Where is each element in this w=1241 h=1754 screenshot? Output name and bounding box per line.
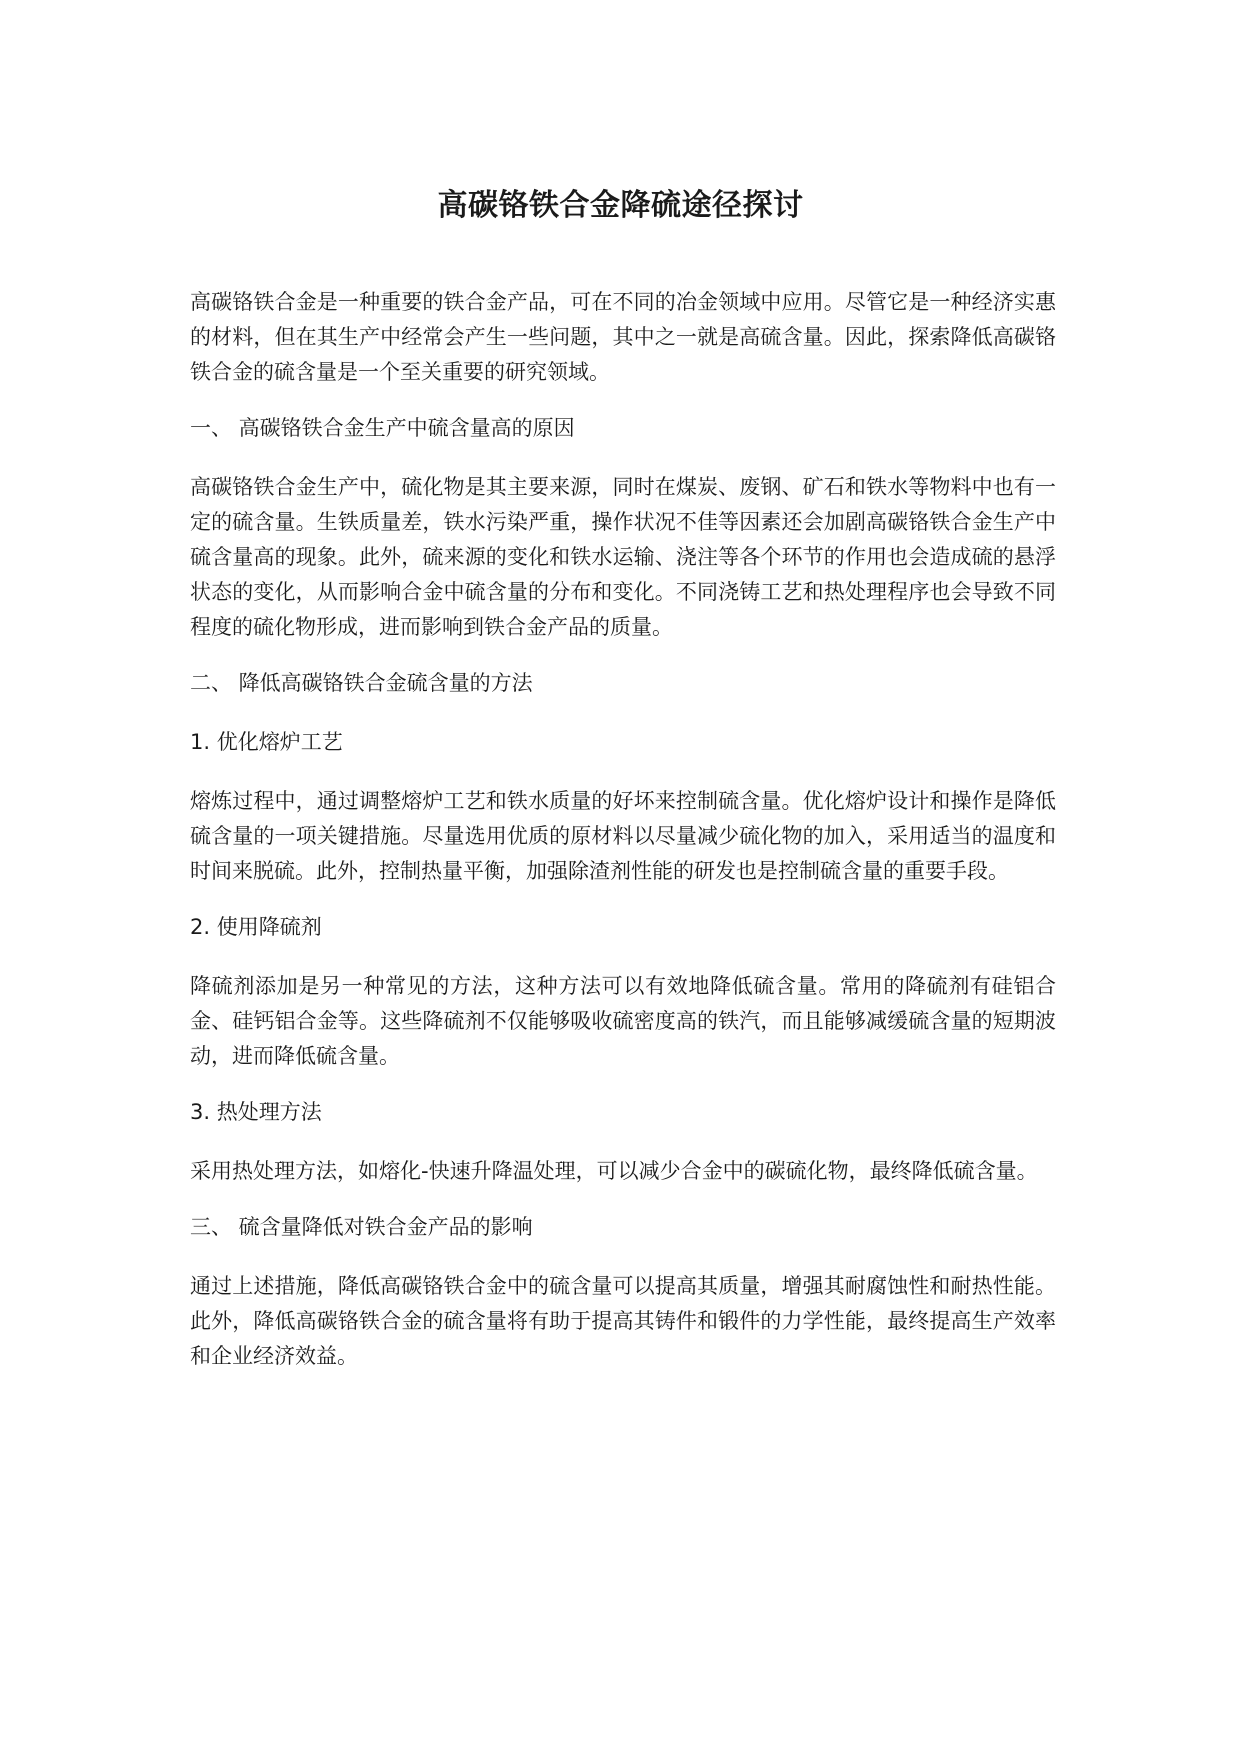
- section-1-paragraph: 高碳铬铁合金生产中，硫化物是其主要来源，同时在煤炭、废钢、矿石和铁水等物料中也有一定的硫含量。生铁质量差，铁水污染严重，操作状况不佳等因素还会加剧高碳铬铁合金生产中硫含量高的现象。此外，硫来源的变化和铁水运输、浇注等各个环节的作用也会造成硫的悬浮状态的变化，从而影响合金中硫含量的分布和变化。不同浇铸工艺和热处理程序也会导致不同程度的硫化物形成，进而影响到铁合金产品的质量。: [190, 475, 1056, 639]
- subsection-2-3-paragraph: 采用热处理方法，如熔化-快速升降温处理，可以减少合金中的碳硫化物，最终降低硫含量。: [190, 1159, 1038, 1183]
- subsection-heading-2-2: 2. 使用降硫剂: [190, 915, 322, 939]
- intro-paragraph: 高碳铬铁合金是一种重要的铁合金产品，可在不同的冶金领域中应用。尽管它是一种经济实惠的材料，但在其生产中经常会产生一些问题，其中之一就是高硫含量。因此，探索降低高碳铬铁合金的硫含量是一个至关重要的研究领域。: [190, 290, 1056, 384]
- section-heading-2: 二、 降低高碳铬铁合金硫含量的方法: [190, 671, 533, 695]
- document-title: 高碳铬铁合金降硫途径探讨: [437, 188, 804, 223]
- subsection-heading-2-3: 3. 热处理方法: [190, 1100, 322, 1124]
- subsection-2-1-paragraph: 熔炼过程中，通过调整熔炉工艺和铁水质量的好坏来控制硫含量。优化熔炉设计和操作是降低硫含量的一项关键措施。尽量选用优质的原材料以尽量减少硫化物的加入，采用适当的温度和时间来脱硫。此外，控制热量平衡，加强除渣剂性能的研发也是控制硫含量的重要手段。: [190, 789, 1056, 883]
- section-heading-1: 一、 高碳铬铁合金生产中硫含量高的原因: [190, 416, 575, 440]
- subsection-2-2-paragraph: 降硫剂添加是另一种常见的方法，这种方法可以有效地降低硫含量。常用的降硫剂有硅铝合金、硅钙铝合金等。这些降硫剂不仅能够吸收硫密度高的铁汽，而且能够减缓硫含量的短期波动，进而降低硫含量。: [190, 974, 1056, 1068]
- section-heading-3: 三、 硫含量降低对铁合金产品的影响: [190, 1215, 533, 1239]
- document-body: [190, 285, 1056, 1395]
- subsection-heading-2-1: 1. 优化熔炉工艺: [190, 730, 343, 754]
- section-3-paragraph: 通过上述措施，降低高碳铬铁合金中的硫含量可以提高其质量，增强其耐腐蚀性和耐热性能。此外，降低高碳铬铁合金的硫含量将有助于提高其铸件和锻件的力学性能，最终提高生产效率和企业经济效益。: [190, 1274, 1056, 1368]
